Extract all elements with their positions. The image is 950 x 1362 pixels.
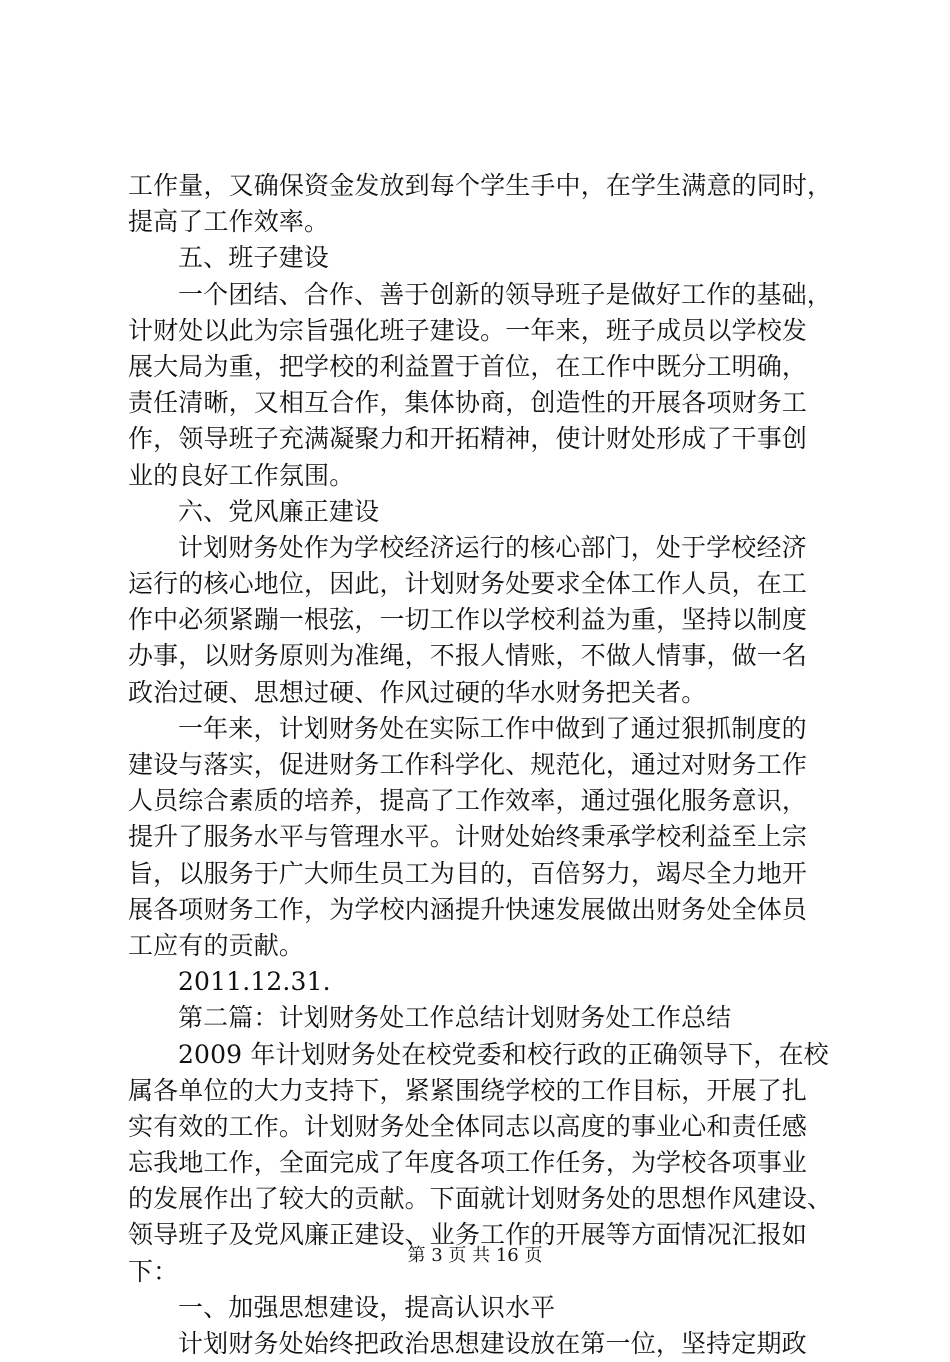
page-footer: 第 3 页 共 16 页	[407, 1245, 543, 1266]
text-line: 计划财务处作为学校经济运行的核心部门，处于学校经济	[178, 532, 807, 562]
text-line: 的发展作出了较大的贡献。下面就计划财务处的思想作风建设、	[128, 1184, 833, 1214]
text-line: 忘我地工作，全面完成了年度各项工作任务，为学校各项事业	[128, 1148, 808, 1178]
text-line: 一年来，计划财务处在实际工作中做到了通过狠抓制度的	[178, 713, 807, 743]
text-line: 一个团结、合作、善于创新的领导班子是做好工作的基础，	[178, 279, 832, 309]
text-line: 展各项财务工作，为学校内涵提升快速发展做出财务处全体员	[128, 894, 808, 924]
text-line: 展大局为重，把学校的利益置于首位，在工作中既分工明确，	[128, 351, 808, 381]
text-line: 提高了工作效率。	[128, 207, 330, 237]
text-line: 责任清晰，又相互合作，集体协商，创造性的开展各项财务工	[128, 388, 808, 418]
text-line: 领导班子及党风廉正建设、业务工作的开展等方面情况汇报如	[128, 1220, 808, 1250]
text-line: 办事，以财务原则为准绳，不报人情账，不做人情事，做一名	[128, 641, 808, 671]
text-line: 2011.12.31.	[178, 967, 331, 997]
text-line: 一、加强思想建设，提高认识水平	[178, 1292, 556, 1322]
text-line: 五、班子建设	[178, 243, 329, 273]
text-line: 作中必须紧蹦一根弦，一切工作以学校利益为重，坚持以制度	[128, 605, 808, 635]
text-line: 建设与落实，促进财务工作科学化、规范化，通过对财务工作	[128, 750, 808, 779]
text-line: 下：	[128, 1256, 179, 1286]
text-line: 第二篇：计划财务处工作总结计划财务处工作总结	[178, 1003, 732, 1033]
text-line: 政治过硬、思想过硬、作风过硬的华水财务把关者。	[128, 677, 707, 707]
text-line: 工应有的贡献。	[128, 930, 305, 960]
text-line: 计财处以此为宗旨强化班子建设。一年来，班子成员以学校发	[128, 315, 808, 345]
text-line: 计划财务处始终把政治思想建设放在第一位，坚持定期政	[178, 1329, 807, 1358]
text-line: 业的良好工作氛围。	[128, 460, 355, 490]
text-line: 旨，以服务于广大师生员工为目的，百倍努力，竭尽全力地开	[128, 858, 808, 888]
text-line: 运行的核心地位，因此，计划财务处要求全体工作人员，在工	[128, 569, 808, 599]
text-line: 作，领导班子充满凝聚力和开拓精神，使计财处形成了干事创	[128, 424, 808, 454]
text-line: 六、党风廉正建设	[178, 496, 380, 526]
text-line: 人员综合素质的培养，提高了工作效率，通过强化服务意识，	[128, 786, 808, 816]
text-line: 属各单位的大力支持下，紧紧围绕学校的工作目标，开展了扎	[128, 1075, 808, 1105]
text-line: 提升了服务水平与管理水平。计财处始终秉承学校利益至上宗	[128, 822, 808, 852]
text-line: 实有效的工作。计划财务处全体同志以高度的事业心和责任感	[128, 1111, 808, 1141]
text-line: 2009 年计划财务处在校党委和校行政的正确领导下，在校	[178, 1039, 829, 1069]
text-line: 工作量，又确保资金发放到每个学生手中，在学生满意的同时，	[128, 171, 833, 200]
document-body	[128, 168, 833, 1362]
